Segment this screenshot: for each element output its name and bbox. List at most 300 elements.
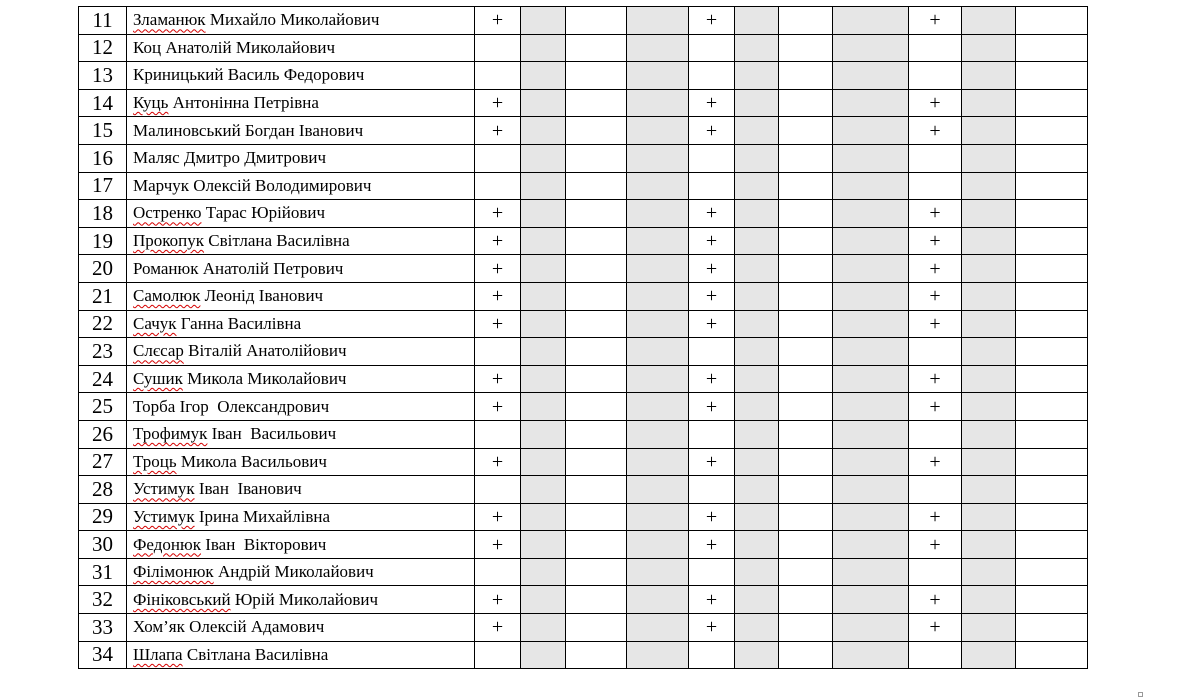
given-names: Тарас Юрійович: [201, 203, 326, 223]
deputy-name: [127, 503, 475, 531]
deputy-name: [127, 34, 475, 62]
vote-cell: +: [909, 586, 962, 614]
vote-cell: [735, 310, 779, 338]
vote-cell: [566, 117, 627, 145]
vote-cell: [627, 503, 689, 531]
vote-cell: [735, 420, 779, 448]
vote-cell: [521, 503, 566, 531]
table-row: [79, 282, 1088, 310]
row-number: 14: [79, 89, 127, 117]
vote-cell: [689, 172, 735, 200]
deputy-name: [127, 476, 475, 504]
row-number: 20: [79, 255, 127, 283]
vote-cell: [833, 338, 909, 366]
table-row: [79, 641, 1088, 669]
vote-cell: [909, 34, 962, 62]
row-number: 24: [79, 365, 127, 393]
vote-cell: [962, 282, 1016, 310]
vote-cell: +: [909, 531, 962, 559]
vote-cell: [735, 172, 779, 200]
vote-cell: [566, 144, 627, 172]
row-number: 29: [79, 503, 127, 531]
vote-cell: +: [475, 255, 521, 283]
vote-cell: [779, 338, 833, 366]
row-number: 21: [79, 282, 127, 310]
surname: Сачук: [133, 313, 177, 333]
vote-cell: [1016, 62, 1088, 90]
vote-cell: +: [475, 282, 521, 310]
vote-cell: [1016, 586, 1088, 614]
vote-cell: [689, 62, 735, 90]
vote-cell: [833, 614, 909, 642]
vote-cell: [962, 200, 1016, 228]
vote-cell: [566, 558, 627, 586]
vote-cell: [521, 338, 566, 366]
vote-cell: [779, 448, 833, 476]
vote-cell: [735, 558, 779, 586]
vote-cell: [521, 641, 566, 669]
vote-cell: [1016, 641, 1088, 669]
row-number: 34: [79, 641, 127, 669]
given-names: Микола Васильович: [176, 451, 327, 471]
row-number: 13: [79, 62, 127, 90]
vote-cell: [779, 531, 833, 559]
vote-cell: [521, 310, 566, 338]
vote-cell: [779, 7, 833, 35]
table-row: [79, 62, 1088, 90]
vote-cell: [833, 448, 909, 476]
row-number: 12: [79, 34, 127, 62]
vote-cell: [833, 641, 909, 669]
vote-cell: +: [909, 200, 962, 228]
vote-cell: [627, 200, 689, 228]
given-names: Антонінна Петрівна: [168, 93, 319, 113]
given-names: Світлана Василівна: [182, 644, 329, 664]
vote-cell: +: [475, 393, 521, 421]
vote-cell: [779, 200, 833, 228]
surname: Криницький: [133, 65, 224, 85]
vote-cell: [909, 558, 962, 586]
vote-cell: [962, 503, 1016, 531]
vote-cell: [779, 586, 833, 614]
deputy-name: [127, 255, 475, 283]
deputy-name: [127, 586, 475, 614]
table-row: [79, 200, 1088, 228]
vote-cell: [962, 420, 1016, 448]
surname: Слєсар: [133, 341, 184, 361]
given-names: Іван Вікторович: [200, 534, 327, 554]
given-names: Микола Миколайович: [182, 369, 347, 389]
vote-cell: [833, 282, 909, 310]
vote-cell: +: [909, 7, 962, 35]
surname: Куць: [133, 93, 169, 113]
vote-cell: [962, 172, 1016, 200]
table-row: [79, 227, 1088, 255]
vote-cell: [1016, 338, 1088, 366]
surname: Малиновський: [133, 120, 241, 140]
vote-cell: [735, 503, 779, 531]
vote-cell: [1016, 7, 1088, 35]
vote-cell: [627, 614, 689, 642]
row-number: 25: [79, 393, 127, 421]
vote-cell: [566, 503, 627, 531]
deputy-name: [127, 117, 475, 145]
vote-cell: [566, 172, 627, 200]
row-number: 18: [79, 200, 127, 228]
table-row: [79, 144, 1088, 172]
vote-cell: [627, 558, 689, 586]
vote-cell: [735, 338, 779, 366]
vote-cell: [1016, 282, 1088, 310]
vote-cell: [962, 117, 1016, 145]
vote-cell: +: [909, 448, 962, 476]
given-names: Віталій Анатолійович: [183, 341, 347, 361]
table-row: [79, 614, 1088, 642]
table-row: [79, 531, 1088, 559]
vote-cell: [689, 641, 735, 669]
vote-cell: +: [909, 89, 962, 117]
surname: Троць: [133, 451, 177, 471]
given-names: Анатолій Миколайович: [161, 37, 336, 57]
vote-cell: [779, 227, 833, 255]
vote-cell: [521, 393, 566, 421]
vote-cell: [627, 117, 689, 145]
vote-cell: [475, 420, 521, 448]
page-corner-marker: [1138, 692, 1143, 697]
vote-cell: [779, 255, 833, 283]
vote-cell: +: [689, 255, 735, 283]
vote-cell: [521, 558, 566, 586]
vote-cell: [735, 34, 779, 62]
table-row: [79, 172, 1088, 200]
surname: Зламанюк: [133, 10, 206, 30]
vote-cell: [521, 531, 566, 559]
vote-cell: [735, 586, 779, 614]
vote-cell: [475, 34, 521, 62]
vote-cell: [627, 310, 689, 338]
table-row: [79, 34, 1088, 62]
vote-cell: [735, 227, 779, 255]
vote-cell: [521, 144, 566, 172]
vote-cell: +: [909, 117, 962, 145]
vote-cell: +: [689, 89, 735, 117]
vote-cell: [779, 310, 833, 338]
vote-cell: [627, 476, 689, 504]
deputy-name: [127, 641, 475, 669]
vote-cell: [833, 365, 909, 393]
vote-cell: [689, 144, 735, 172]
vote-cell: [1016, 558, 1088, 586]
row-number: 26: [79, 420, 127, 448]
vote-cell: [627, 144, 689, 172]
vote-cell: [566, 338, 627, 366]
row-number: 16: [79, 144, 127, 172]
deputy-name: [127, 200, 475, 228]
vote-cell: [1016, 144, 1088, 172]
vote-cell: +: [689, 200, 735, 228]
vote-cell: +: [909, 365, 962, 393]
vote-cell: +: [475, 227, 521, 255]
vote-cell: [521, 614, 566, 642]
vote-cell: [735, 365, 779, 393]
vote-cell: [521, 282, 566, 310]
vote-cell: [779, 614, 833, 642]
row-number: 27: [79, 448, 127, 476]
vote-cell: [566, 365, 627, 393]
vote-cell: [779, 172, 833, 200]
vote-cell: +: [689, 393, 735, 421]
deputy-name: [127, 62, 475, 90]
vote-cell: [833, 531, 909, 559]
vote-cell: [962, 558, 1016, 586]
vote-cell: [1016, 476, 1088, 504]
vote-cell: [566, 614, 627, 642]
vote-cell: [833, 62, 909, 90]
vote-cell: [566, 310, 627, 338]
vote-cell: +: [475, 586, 521, 614]
vote-cell: [566, 641, 627, 669]
vote-cell: [521, 420, 566, 448]
vote-cell: [627, 641, 689, 669]
vote-cell: [566, 586, 627, 614]
given-names: Ігор Олександрович: [175, 396, 330, 416]
table-row: [79, 365, 1088, 393]
vote-cell: [521, 365, 566, 393]
vote-cell: [735, 393, 779, 421]
surname: Трофимук: [133, 424, 208, 444]
vote-cell: [521, 34, 566, 62]
vote-cell: [1016, 448, 1088, 476]
vote-cell: [833, 586, 909, 614]
vote-cell: +: [909, 282, 962, 310]
deputy-name: [127, 227, 475, 255]
given-names: Василь Федорович: [223, 65, 365, 85]
vote-cell: [627, 448, 689, 476]
vote-cell: [779, 476, 833, 504]
table-row: [79, 393, 1088, 421]
deputy-name: [127, 365, 475, 393]
row-number: 28: [79, 476, 127, 504]
vote-cell: [1016, 200, 1088, 228]
vote-cell: [521, 7, 566, 35]
vote-cell: [627, 34, 689, 62]
vote-cell: [962, 227, 1016, 255]
vote-cell: +: [909, 393, 962, 421]
vote-cell: +: [689, 531, 735, 559]
deputy-name: [127, 558, 475, 586]
vote-cell: [521, 586, 566, 614]
vote-cell: [1016, 117, 1088, 145]
vote-cell: [833, 310, 909, 338]
vote-cell: [627, 365, 689, 393]
vote-cell: [833, 172, 909, 200]
vote-cell: [566, 89, 627, 117]
vote-cell: +: [689, 448, 735, 476]
row-number: 32: [79, 586, 127, 614]
given-names: Михайло Миколайович: [205, 10, 380, 30]
vote-cell: [779, 503, 833, 531]
vote-cell: [735, 614, 779, 642]
deputy-name: [127, 531, 475, 559]
vote-cell: [1016, 531, 1088, 559]
row-number: 31: [79, 558, 127, 586]
vote-cell: [735, 117, 779, 145]
surname: Федонюк: [133, 534, 201, 554]
vote-cell: [1016, 172, 1088, 200]
vote-cell: [566, 62, 627, 90]
vote-cell: [833, 503, 909, 531]
vote-cell: [1016, 503, 1088, 531]
vote-cell: +: [909, 227, 962, 255]
vote-cell: [1016, 393, 1088, 421]
surname: Хом’як: [133, 617, 185, 637]
deputy-name: [127, 89, 475, 117]
row-number: 23: [79, 338, 127, 366]
vote-cell: [475, 62, 521, 90]
vote-cell: [833, 476, 909, 504]
surname: Романюк: [133, 258, 199, 278]
vote-cell: [833, 144, 909, 172]
vote-cell: [735, 144, 779, 172]
given-names: Олексій Володимирович: [189, 175, 372, 195]
vote-cell: +: [475, 614, 521, 642]
vote-cell: [833, 558, 909, 586]
vote-cell: [962, 586, 1016, 614]
row-number: 30: [79, 531, 127, 559]
vote-cell: [962, 310, 1016, 338]
vote-cell: +: [689, 365, 735, 393]
vote-cell: +: [909, 614, 962, 642]
vote-cell: [1016, 255, 1088, 283]
vote-cell: +: [909, 503, 962, 531]
deputy-name: [127, 420, 475, 448]
table-row: [79, 255, 1088, 283]
vote-cell: [566, 393, 627, 421]
vote-cell: [566, 7, 627, 35]
given-names: Андрій Миколайович: [213, 562, 374, 582]
surname: Коц: [133, 37, 162, 57]
vote-cell: [779, 89, 833, 117]
vote-cell: [962, 448, 1016, 476]
vote-cell: [833, 255, 909, 283]
vote-cell: [779, 282, 833, 310]
given-names: Іван Іванович: [194, 479, 302, 499]
vote-cell: +: [689, 7, 735, 35]
deputy-name: [127, 614, 475, 642]
vote-cell: +: [689, 282, 735, 310]
vote-cell: [627, 7, 689, 35]
vote-cell: [627, 62, 689, 90]
vote-cell: [779, 144, 833, 172]
vote-cell: [475, 338, 521, 366]
vote-cell: [521, 117, 566, 145]
vote-cell: [735, 448, 779, 476]
vote-cell: [962, 89, 1016, 117]
vote-cell: [779, 641, 833, 669]
vote-cell: [962, 531, 1016, 559]
vote-cell: [627, 420, 689, 448]
given-names: Анатолій Петрович: [198, 258, 344, 278]
vote-cell: [962, 338, 1016, 366]
vote-cell: [566, 420, 627, 448]
vote-cell: +: [689, 227, 735, 255]
vote-cell: [833, 89, 909, 117]
vote-cell: +: [475, 200, 521, 228]
vote-cell: [735, 62, 779, 90]
vote-cell: [627, 255, 689, 283]
vote-cell: [962, 641, 1016, 669]
surname: Філімонюк: [133, 562, 214, 582]
vote-cell: [521, 89, 566, 117]
vote-cell: [475, 558, 521, 586]
vote-cell: +: [475, 448, 521, 476]
vote-cell: [566, 34, 627, 62]
vote-cell: [566, 227, 627, 255]
vote-cell: [779, 420, 833, 448]
vote-cell: [1016, 310, 1088, 338]
vote-cell: [627, 227, 689, 255]
surname: Самолюк: [133, 286, 201, 306]
table-row: [79, 503, 1088, 531]
given-names: Іван Васильович: [207, 424, 337, 444]
vote-cell: +: [689, 614, 735, 642]
vote-cell: [833, 117, 909, 145]
vote-cell: [689, 558, 735, 586]
vote-cell: [566, 448, 627, 476]
vote-cell: [566, 200, 627, 228]
vote-cell: [779, 34, 833, 62]
vote-cell: +: [909, 310, 962, 338]
given-names: Світлана Василівна: [204, 231, 350, 251]
vote-cell: [1016, 227, 1088, 255]
surname: Марчук: [133, 175, 190, 195]
given-names: Богдан Іванович: [240, 120, 364, 140]
deputy-name: [127, 282, 475, 310]
table-row: [79, 448, 1088, 476]
vote-cell: [566, 476, 627, 504]
row-number: 19: [79, 227, 127, 255]
vote-cell: +: [689, 117, 735, 145]
vote-cell: [1016, 89, 1088, 117]
vote-cell: [689, 338, 735, 366]
deputy-name: [127, 448, 475, 476]
vote-cell: [962, 255, 1016, 283]
deputy-name: [127, 172, 475, 200]
vote-cell: [566, 255, 627, 283]
vote-cell: [962, 62, 1016, 90]
vote-cell: +: [689, 586, 735, 614]
vote-cell: [627, 531, 689, 559]
vote-cell: [689, 476, 735, 504]
row-number: 22: [79, 310, 127, 338]
vote-cell: [909, 338, 962, 366]
vote-cell: [1016, 365, 1088, 393]
vote-cell: +: [475, 117, 521, 145]
vote-cell: [475, 641, 521, 669]
vote-cell: [779, 117, 833, 145]
vote-cell: [566, 531, 627, 559]
vote-cell: [1016, 614, 1088, 642]
surname: Прокопук: [133, 231, 205, 251]
vote-cell: [779, 62, 833, 90]
vote-cell: +: [689, 310, 735, 338]
row-number: 15: [79, 117, 127, 145]
table-row: [79, 338, 1088, 366]
row-number: 17: [79, 172, 127, 200]
vote-cell: [475, 144, 521, 172]
table-row: [79, 420, 1088, 448]
vote-cell: [521, 448, 566, 476]
